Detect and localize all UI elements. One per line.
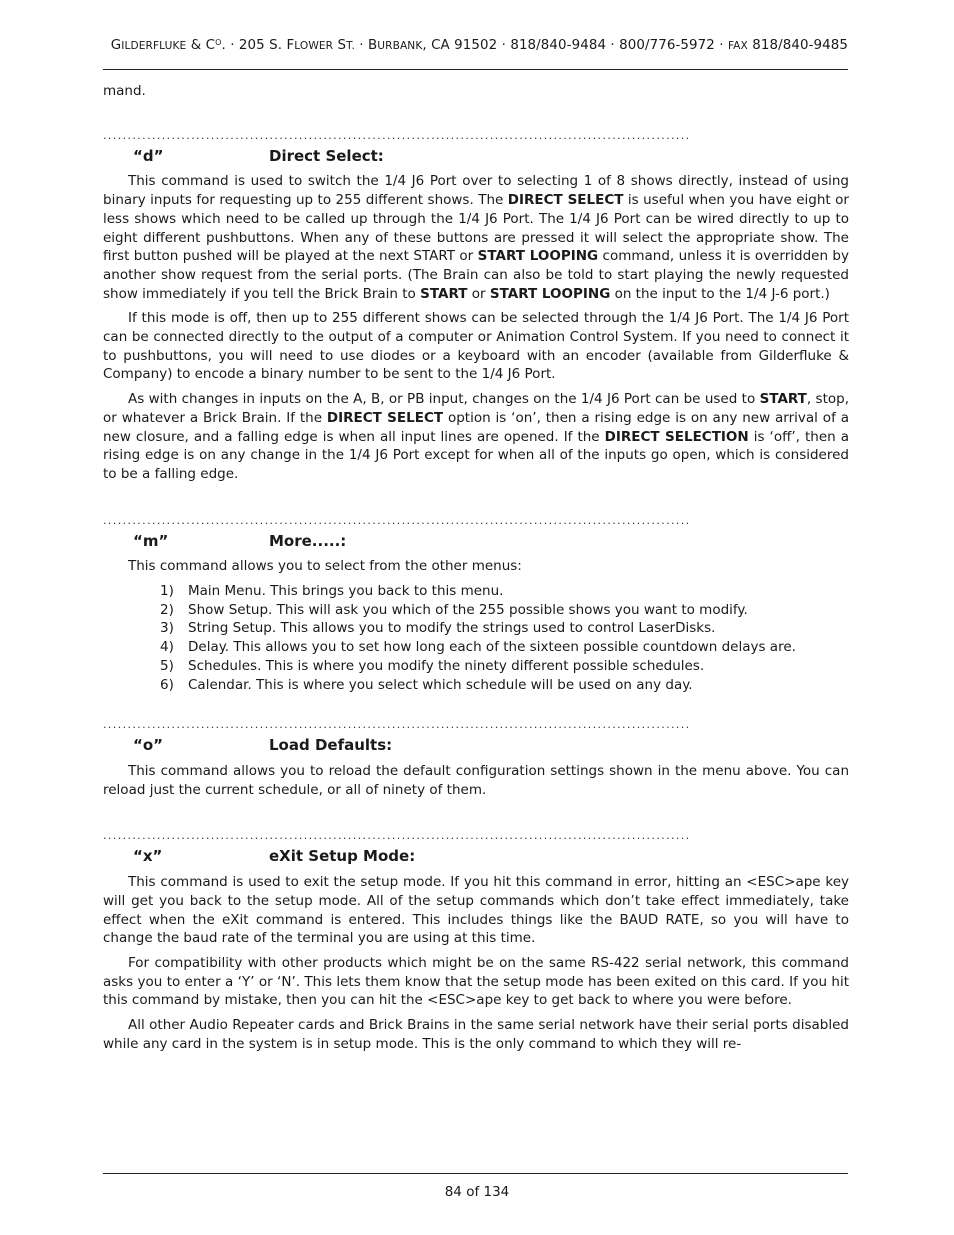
command-key: “d” bbox=[133, 146, 164, 165]
section-heading-m bbox=[103, 532, 849, 551]
command-title: Load Defaults: bbox=[269, 736, 393, 755]
header-city: URBANK bbox=[377, 40, 423, 52]
section-heading-o bbox=[103, 736, 849, 755]
paragraph: For compatibility with other products which might be on the same RS-422 serial network, this command asks you to enter a ‘Y’ or ‘N’. This lets them know that the setup mode has been exited on this card. If you hit this command by mistake, then you can hit the <ESC>ape key to get back to where you were before. bbox=[103, 954, 849, 1009]
command-key: “o” bbox=[133, 736, 164, 755]
list-item: 5) Schedules. This is where you modify the ninety different possible schedules. bbox=[160, 657, 705, 674]
section-divider: ........................................................................................................................ bbox=[103, 829, 691, 843]
command-title: eXit Setup Mode: bbox=[269, 847, 416, 866]
paragraph: This command is used to exit the setup mode. If you hit this command in error, hitting an <ESC>ape key will get you back to the setup mode. All of the setup commands which don’t take effect immediately, take effect when the eXit command is entered. This includes things like the BAUD RATE, so you will have to change the baud rate of the terminal you are using at this time. bbox=[103, 874, 849, 947]
header-fax-num: 818/840-9485 bbox=[747, 38, 848, 53]
section-divider: ........................................................................................................................ bbox=[103, 513, 691, 527]
paragraph: This command allows you to select from the other menus: bbox=[128, 558, 522, 575]
section-heading-x bbox=[103, 847, 849, 866]
paragraph: This command is used to switch the 1/4 J6 Port over to selecting 1 of 8 shows directly, instead of using binary inputs for requesting up to 255 different shows. The DIRECT SELECT is useful when you have eight or less shows which need to be called up through the 1/4 J6 Port. The 1/4 J6 Port can be wired directly to up to eight different pushbuttons. When any of these buttons are pressed it will select the appropriate show. The first button pushed will be played at the next START or START LOOPING command, unless it is overridden by another show request from the serial ports. (The Brain can also be told to start playing the newly requested show immediately if you tell the Brick Brain to START or START LOOPING on the input to the 1/4 J-6 port.) bbox=[103, 173, 849, 302]
header-company-first: G bbox=[110, 38, 122, 53]
page-number: 84 of 134 bbox=[444, 1184, 510, 1200]
header-company-rest: ILDERFLUKE bbox=[121, 40, 187, 52]
section-divider: ........................................................................................................................ bbox=[103, 718, 691, 732]
command-title: Direct Select: bbox=[269, 146, 384, 165]
header-sep: · B bbox=[354, 38, 378, 53]
list-item: 3) String Setup. This allows you to modify the strings used to control LaserDisks. bbox=[160, 620, 716, 637]
header-addr-num: . · 205 S. F bbox=[221, 38, 295, 53]
menu-list bbox=[103, 582, 849, 694]
command-title: More.....: bbox=[269, 531, 347, 550]
header-st-s: S bbox=[333, 38, 347, 53]
footer-rule bbox=[103, 1173, 848, 1174]
section-divider: ........................................................................................................................ bbox=[103, 128, 691, 142]
header-state-phones: , CA 91502 · 818/840-9484 · 800/776-5972 · bbox=[422, 38, 728, 53]
list-item: 4) Delay. This allows you to set how long each of the sixteen possible countdown delays are. bbox=[160, 639, 796, 656]
paragraph: All other Audio Repeater cards and Brick Brains in the same serial network have their serial ports disabled while any card in the system is in setup mode. This is the only command to which they will re- bbox=[103, 1017, 849, 1052]
header-rule bbox=[103, 69, 848, 70]
paragraph: If this mode is off, then up to 255 different shows can be selected through the 1/4 J6 Port. The 1/4 J6 Port can be connected directly to the output of a computer or Animation Control System. If you need to connect it to pushbuttons, you will need to use diodes or a keyboard with an encoder (available from Gilderfluke & Company) to encode a binary number to be sent to the 1/4 J6 Port. bbox=[103, 310, 849, 383]
page-header bbox=[103, 38, 848, 53]
list-item: 2) Show Setup. This will ask you which of the 255 possible shows you want to modify. bbox=[160, 601, 748, 618]
header-street: LOWER bbox=[294, 40, 334, 52]
header-st-rest: T. bbox=[346, 40, 355, 52]
section-heading-d bbox=[103, 147, 849, 166]
command-key: “m” bbox=[133, 531, 169, 550]
intro-fragment: mand. bbox=[103, 83, 146, 99]
list-item: 1) Main Menu. This brings you back to this menu. bbox=[160, 583, 504, 600]
page-content bbox=[103, 82, 849, 1059]
header-co-sup: O bbox=[215, 38, 222, 47]
header-amp-co: & C bbox=[190, 38, 216, 53]
paragraph: This command allows you to reload the default configuration settings shown in the menu above. You can reload just the current schedule, or all of ninety of them. bbox=[103, 762, 849, 798]
header-fax-label: FAX bbox=[727, 40, 748, 52]
paragraph: As with changes in inputs on the A, B, or PB input, changes on the 1/4 J6 Port can be used to START, stop, or whatever a Brick Brain. If the DIRECT SELECT option is ‘on’, then a rising edge is on any new arrival of a new closure, and a falling edge is when all input lines are opened. If the DIRECT SELECTION is ‘off’, then a rising edge is on any change in the 1/4 J6 Port except for when all of the inputs go open, which is considered to be a falling edge. bbox=[103, 391, 849, 482]
command-key: “x” bbox=[133, 847, 163, 866]
list-item: 6) Calendar. This is where you select which schedule will be used on any day. bbox=[160, 676, 693, 693]
